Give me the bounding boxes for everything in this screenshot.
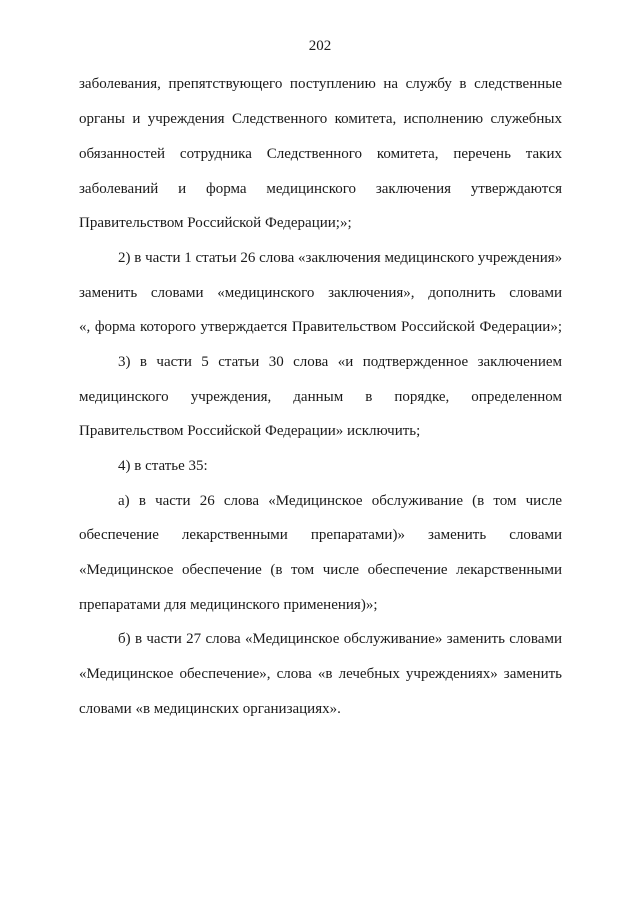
text-line: «Медицинское обеспечение (в том числе обеспечение лекарственными [79,562,562,578]
text-line: «Медицинское обеспечение», слова «в лечебных учреждениях» заменить [79,666,562,682]
text-line: органы и учреждения Следственного комитета, исполнению служебных [79,111,562,127]
text-line: обязанностей сотрудника Следственного комитета, перечень таких [79,146,562,162]
text-line: заболеваний и форма медицинского заключения утверждаются [79,181,562,197]
paragraph-first-line: 3) в части 5 статьи 30 слова «и подтвержденное заключением [118,354,562,370]
text-line: медицинского учреждения, данным в порядке, определенном [79,389,562,405]
text-line: обеспечение лекарственными препаратами)» заменить словами [79,527,562,543]
paragraph-first-line: 4) в статье 35: [118,458,208,474]
page-number: 202 [308,38,332,54]
paragraph-first-line: а) в части 26 слова «Медицинское обслуживание (в том числе [118,493,562,509]
text-line: «, форма которого утверждается Правительством Российской Федерации»; [79,319,562,335]
text-line: заменить словами «медицинского заключения», дополнить словами [79,285,562,301]
text-line: препаратами для медицинского применения)»; [79,597,378,613]
paragraph-first-line: 2) в части 1 статьи 26 слова «заключения медицинского учреждения» [118,250,563,266]
text-line: Правительством Российской Федерации;»; [79,215,352,231]
text-line: словами «в медицинских организациях». [79,701,341,717]
text-line: Правительством Российской Федерации» исключить; [79,423,421,439]
paragraph-first-line: б) в части 27 слова «Медицинское обслуживание» заменить словами [118,631,562,647]
text-line: заболевания, препятствующего поступлению на службу в следственные [79,76,562,92]
